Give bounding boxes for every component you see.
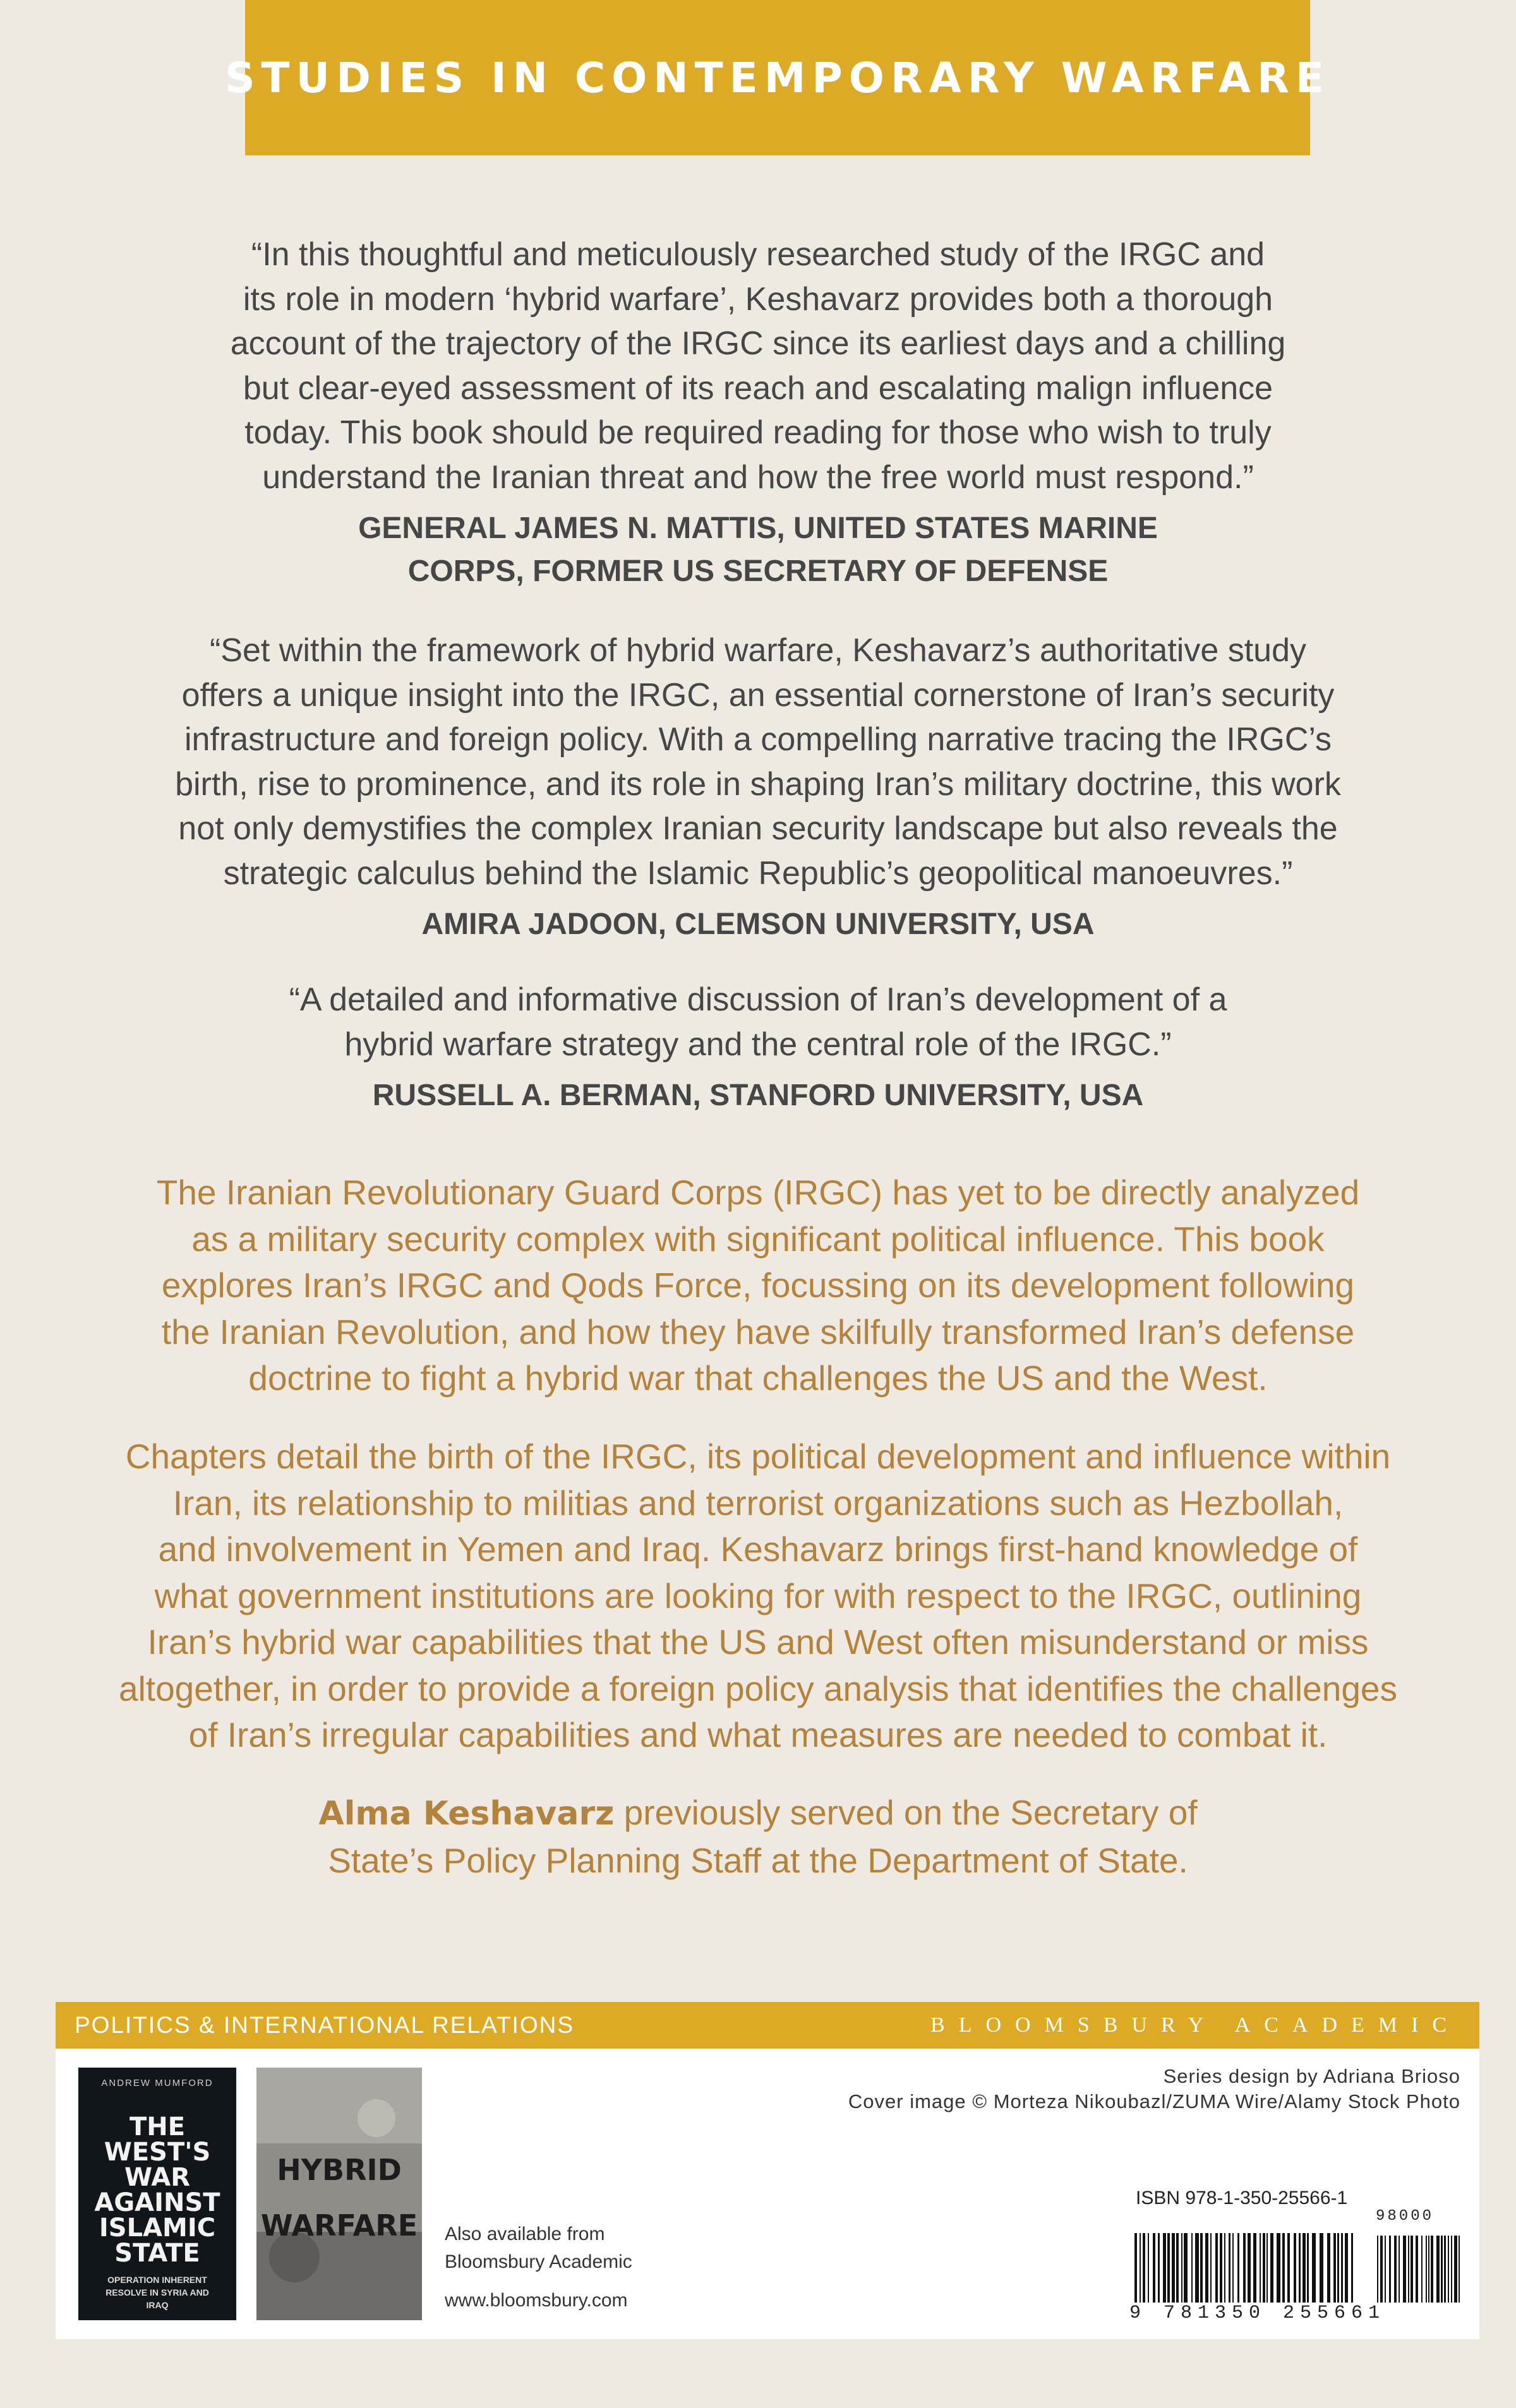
barcode-addon-digits: 98000 <box>1376 2208 1435 2225</box>
barcode-bar <box>1299 2233 1301 2303</box>
barcode-addon-bar <box>1403 2236 1406 2303</box>
barcode-bar <box>1140 2233 1141 2303</box>
barcode-bar <box>1215 2233 1218 2303</box>
credit-line: Cover image © Morteza Nikoubazl/ZUMA Wire/Alamy Stock Photo <box>848 2090 1460 2112</box>
barcode-bar <box>1224 2233 1225 2303</box>
publisher-website: www.bloomsbury.com <box>445 2290 628 2311</box>
title-line: STATE <box>114 2239 200 2268</box>
description-paragraph-2 <box>95 1434 1421 1759</box>
title-line: THE <box>129 2112 186 2141</box>
title-line: AGAINST <box>94 2188 220 2217</box>
series-banner <box>225 0 1331 155</box>
barcode-addon-bar <box>1451 2236 1452 2303</box>
quote-attribution: AMIRA JADOON, CLEMSON UNIVERSITY, USA <box>421 907 1095 941</box>
barcode-bar <box>1320 2233 1323 2303</box>
barcode-bar <box>1148 2233 1149 2303</box>
barcode-addon-bar <box>1389 2236 1391 2303</box>
barcode-bar <box>1351 2233 1353 2303</box>
quote-attribution: RUSSELL A. BERMAN, STANFORD UNIVERSITY, USA <box>372 1079 1144 1112</box>
description-line: explores Iran’s IRGC and Qods Force, focussing on its development following <box>161 1266 1355 1305</box>
title-line: ISLAMIC <box>99 2213 216 2243</box>
author-name: Alma Keshavarz <box>318 1795 615 1833</box>
related-book-title <box>78 2114 236 2266</box>
series-title: STUDIES IN CONTEMPORARY WARFARE <box>225 53 1331 102</box>
barcode-bar <box>1134 2233 1137 2303</box>
related-book-subtitle: OPERATION INHERENT RESOLVE IN SYRIA AND IRAQ <box>105 2275 209 2310</box>
barcode-addon-bar <box>1436 2236 1440 2303</box>
barcode-bar <box>1341 2233 1343 2303</box>
barcode-bar <box>1163 2233 1166 2303</box>
description-line: the Iranian Revolution, and how they have skilfully transformed Iran’s defense <box>161 1312 1355 1351</box>
quote-line: but clear-eyed assessment of its reach and escalating malign influence <box>243 369 1273 407</box>
barcode-bar <box>1287 2233 1290 2303</box>
description-line: Iran’s hybrid war capabilities that the US and West often misunderstand or miss <box>147 1622 1369 1662</box>
barcode-bar <box>1200 2233 1203 2303</box>
barcode-addon-bar <box>1428 2236 1429 2303</box>
barcode-bar <box>1143 2233 1145 2303</box>
endorsement-mattis <box>95 232 1421 593</box>
quote-line: today. This book should be required reading for those who wish to truly <box>244 414 1272 451</box>
description-line: The Iranian Revolutionary Guard Corps (IRGC) has yet to be directly analyzed <box>156 1173 1360 1212</box>
title-line: WEST'S <box>104 2138 211 2167</box>
author-bio-text: previously served on the Secretary of <box>614 1793 1198 1832</box>
credit-line: Series design by Adriana Brioso <box>1163 2065 1460 2087</box>
barcode-bar <box>1232 2233 1234 2303</box>
barcode-bar <box>1176 2233 1179 2303</box>
quote-line: “Set within the framework of hybrid warfare, Keshavarz’s authoritative study <box>209 632 1307 669</box>
also-available-line: Bloomsbury Academic <box>445 2251 632 2272</box>
barcode-bar <box>1243 2233 1246 2303</box>
quote-attribution: CORPS, FORMER US SECRETARY OF DEFENSE <box>407 554 1109 588</box>
barcode-bar <box>1248 2233 1251 2303</box>
barcode-bar <box>1337 2233 1339 2303</box>
barcode-bar <box>1153 2233 1155 2303</box>
barcode-bar <box>1302 2233 1306 2303</box>
description-line: Iran, its relationship to militias and terrorist organizations such as Hezbollah, <box>172 1483 1344 1523</box>
barcode-bar <box>1253 2233 1256 2303</box>
quote-line: not only demystifies the complex Iranian security landscape but also reveals the <box>178 810 1338 847</box>
barcode-addon-bar <box>1411 2236 1413 2303</box>
also-available-note <box>445 2220 632 2276</box>
barcode-digits: 9 781350 255661 <box>1129 2303 1386 2324</box>
quote-attribution: GENERAL JAMES N. MATTIS, UNITED STATES MARINE <box>358 512 1158 545</box>
quote-line: its role in modern ‘hybrid warfare’, Keshavarz provides both a thorough <box>243 280 1273 318</box>
barcode-bar <box>1237 2233 1239 2303</box>
quote-line: account of the trajectory of the IRGC since its earliest days and a chilling <box>230 325 1286 362</box>
also-available-line: Also available from <box>445 2224 605 2244</box>
related-book-cover <box>256 2068 422 2320</box>
description-line: what government institutions are looking for with respect to the IRGC, outlining <box>154 1576 1362 1615</box>
quote-line: “In this thoughtful and meticulously researched study of the IRGC and <box>251 236 1265 273</box>
barcode-addon-bar <box>1385 2236 1386 2303</box>
related-book-author: ANDREW MUMFORD <box>101 2078 214 2088</box>
subject-category: POLITICS & INTERNATIONAL RELATIONS <box>75 2012 574 2038</box>
related-book-title <box>256 2142 422 2253</box>
barcode-addon-bar <box>1421 2236 1423 2303</box>
barcode-bar <box>1181 2233 1182 2303</box>
quote-line: strategic calculus behind the Islamic Republic’s geopolitical manoeuvres.” <box>223 854 1293 892</box>
barcode-addon-bar <box>1431 2236 1433 2303</box>
description-line: of Iran’s irregular capabilities and what measures are needed to combat it. <box>188 1715 1328 1754</box>
footer-panel <box>56 2049 1479 2339</box>
isbn-label: ISBN 978-1-350-25566-1 <box>1136 2188 1348 2208</box>
barcode-addon-bar <box>1459 2236 1460 2303</box>
barcode-addon-bar <box>1380 2236 1383 2303</box>
barcode-bar <box>1158 2233 1160 2303</box>
quote-line: understand the Iranian threat and how the free world must respond.” <box>262 458 1254 496</box>
barcode-bar <box>1277 2233 1280 2303</box>
barcode-bar <box>1266 2233 1268 2303</box>
barcode-bar <box>1307 2233 1309 2303</box>
barcode-addon-bar <box>1377 2236 1378 2303</box>
barcode-bar <box>1229 2233 1230 2303</box>
endorsement-berman <box>95 978 1421 1117</box>
description-line: and involvement in Yemen and Iraq. Keshavarz brings first-hand knowledge of <box>158 1530 1358 1569</box>
barcode-bar <box>1167 2233 1170 2303</box>
barcode-addon-bar <box>1444 2236 1446 2303</box>
quote-line: hybrid warfare strategy and the central role of the IRGC.” <box>344 1026 1172 1063</box>
title-line: WARFARE <box>260 2208 418 2243</box>
barcode-addon-bar <box>1448 2236 1449 2303</box>
barcode-bar <box>1282 2233 1285 2303</box>
barcode-bar <box>1345 2233 1348 2303</box>
barcode-addon-bar <box>1394 2236 1397 2303</box>
description-line: altogether, in order to provide a foreign policy analysis that identifies the challenges <box>118 1668 1398 1708</box>
barcode-addon-bar <box>1416 2236 1418 2303</box>
barcode-bar <box>1263 2233 1265 2303</box>
quote-line: birth, rise to prominence, and its role in shaping Iran’s military doctrine, this work <box>175 765 1341 803</box>
author-bio-text: State’s Policy Planning Staff at the Department of State. <box>328 1840 1188 1880</box>
barcode-bar <box>1191 2233 1193 2303</box>
barcode-bar <box>1327 2233 1330 2303</box>
barcode-bar <box>1270 2233 1273 2303</box>
barcode-bar <box>1220 2233 1222 2303</box>
title-line: WAR <box>124 2163 191 2192</box>
barcode-bar <box>1260 2233 1261 2303</box>
barcode-addon-bar <box>1399 2236 1400 2303</box>
barcode-addon-bar <box>1408 2236 1409 2303</box>
barcode-bar <box>1333 2233 1336 2303</box>
barcode-bar <box>1195 2233 1199 2303</box>
quote-line: offers a unique insight into the IRGC, an essential cornerstone of Iran’s security <box>181 676 1335 714</box>
title-line: HYBRID <box>277 2153 402 2187</box>
description-line: doctrine to fight a hybrid war that challenges the US and the West. <box>248 1358 1268 1398</box>
barcode-bar <box>1172 2233 1175 2303</box>
barcode-bar <box>1210 2233 1212 2303</box>
endorsement-jadoon <box>95 628 1421 946</box>
barcode-bar <box>1312 2233 1316 2303</box>
barcode-bar <box>1205 2233 1208 2303</box>
description-line: as a military security complex with significant political influence. This book <box>191 1219 1325 1259</box>
description-line: Chapters detail the birth of the IRGC, its political development and influence within <box>125 1437 1391 1476</box>
barcode <box>1129 2214 1464 2303</box>
publisher-name: BLOOMSBURY ACADEMIC <box>930 2013 1460 2037</box>
quote-line: “A detailed and informative discussion of Iran’s development of a <box>289 981 1227 1018</box>
author-bio <box>95 1790 1421 1884</box>
description-paragraph-1 <box>95 1170 1421 1402</box>
barcode-bar <box>1294 2233 1296 2303</box>
barcode-addon-bar <box>1454 2236 1457 2303</box>
barcode-addon-bar <box>1426 2236 1427 2303</box>
subject-bar <box>56 2002 1479 2049</box>
barcode-addon-bar <box>1441 2236 1443 2303</box>
quote-line: infrastructure and foreign policy. With a compelling narrative tracing the IRGC’s <box>184 721 1332 758</box>
related-book-cover <box>78 2068 236 2320</box>
barcode-bar <box>1184 2233 1188 2303</box>
cover-credits <box>848 2064 1460 2114</box>
